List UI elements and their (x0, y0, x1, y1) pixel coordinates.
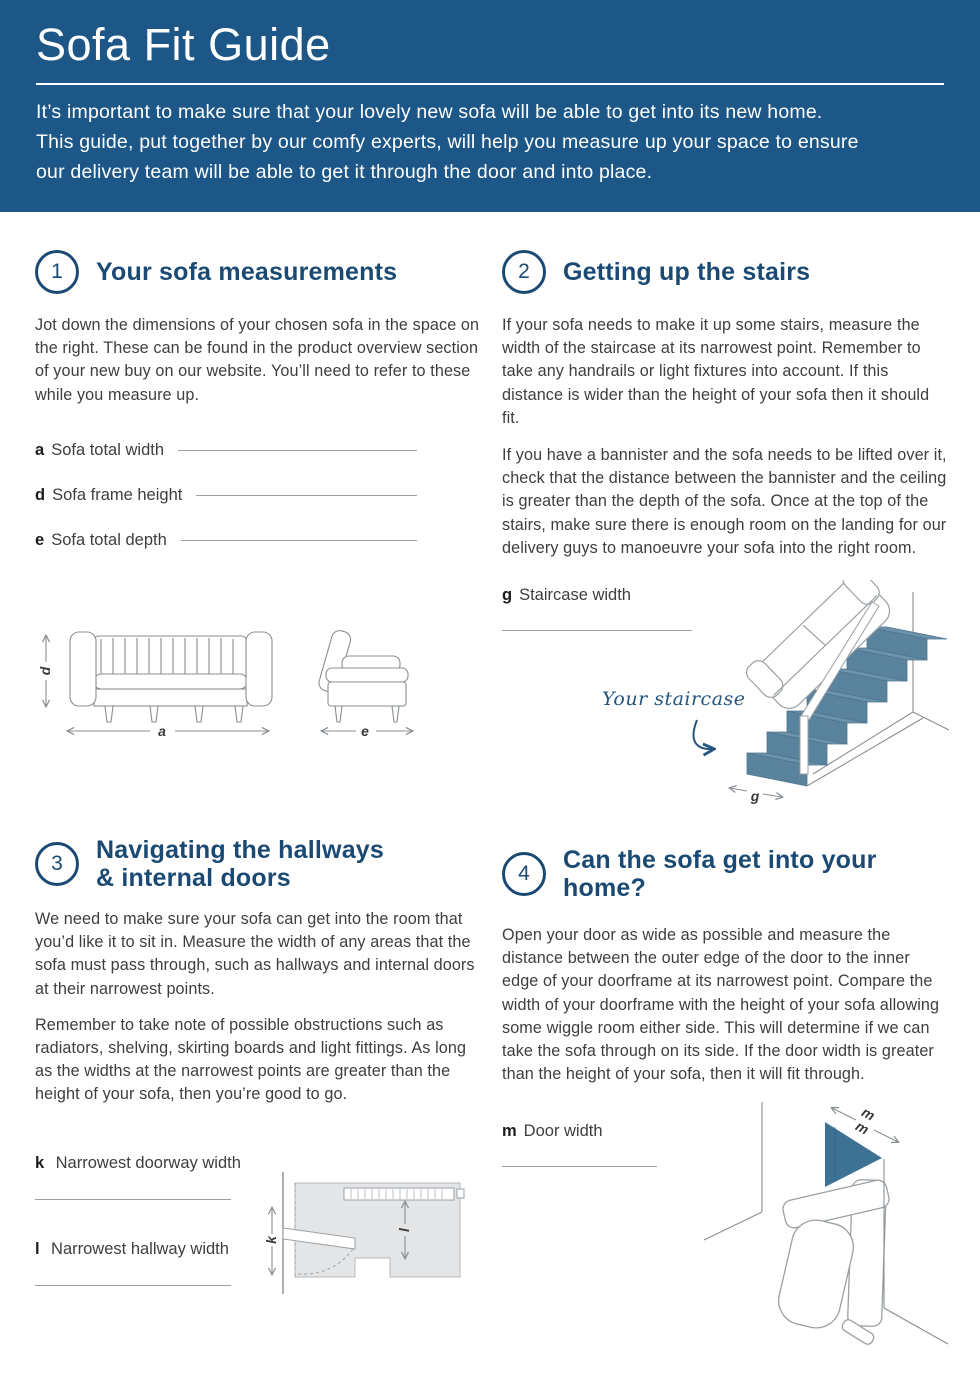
section-2-title: Getting up the stairs (563, 258, 811, 286)
fill-in-line (178, 450, 417, 451)
field-narrowest-hallway: l Narrowest hallway width (35, 1240, 229, 1258)
fill-in-line (35, 1285, 231, 1286)
sofa-through-door (774, 1178, 891, 1346)
field-narrowest-doorway: k Narrowest doorway width (35, 1154, 241, 1172)
field-key-d: d (35, 485, 46, 504)
section-3-heading (35, 836, 482, 892)
field-key-k: k (35, 1154, 45, 1172)
dim-label-a: a (158, 723, 166, 739)
field-door-width: m Door width (502, 1122, 657, 1167)
dim-label-m-2: m (853, 1117, 872, 1138)
section-2-paragraph-2: If you have a bannister and the sofa needs to be lifted over it, check that the distance between the bannister and the ceiling is greater than the depth of the sofa. Once at the top of the stairs, make sure there is enough room on the landing for our delivery guys to manoeuvre your sofa into the right room. (502, 446, 947, 557)
section-hallways-doors (35, 836, 482, 1376)
field-key-e: e (35, 530, 45, 549)
section-3-paragraph-2: Remember to take note of possible obstructions such as radiators, shelving, skirting boards and light fittings. As long as the widths at the narrowest points are greater than the height of your sofa, then you’re good to go. (35, 1015, 467, 1104)
section-1-heading (35, 250, 482, 294)
hallway-fields (35, 1154, 245, 1286)
fill-in-line (502, 630, 692, 631)
dim-label-e: e (361, 723, 369, 739)
sofa-measurement-fields (35, 441, 417, 551)
section-2-paragraph-1: If your sofa needs to make it up some stairs, measure the width of the staircase at its narrowest point. Remember to take any handrails or light fixtures into account. If this distance is wider than the height of your sofa then it should fit. (502, 316, 930, 427)
staircase-diagram-area (502, 580, 949, 828)
intro-text (36, 97, 944, 187)
header-banner (0, 0, 980, 212)
section-1-title: Your sofa measurements (96, 258, 398, 286)
section-2-heading (502, 250, 949, 294)
bannister-post (800, 716, 808, 774)
section-sofa-into-home (502, 846, 949, 1376)
sofa-dimensions-diagram (35, 618, 482, 748)
staircase-annotation: Your staircase (602, 688, 746, 710)
section-getting-up-stairs (502, 250, 949, 830)
section-4-heading (502, 846, 949, 902)
field-staircase-width: g Staircase width (502, 586, 692, 631)
annotation-arrow (694, 720, 713, 749)
section-3-paragraph-1: We need to make sure your sofa can get into the room that you’d like it to sit in. Measure the width of any areas that the sofa must pass through, such as hallways and internal doors at their narrowest points. (35, 910, 475, 998)
field-key-a: a (35, 440, 45, 459)
section-4-paragraph: Open your door as wide as possible and measure the distance between the outer edge of the door to the inner edge of your doorframe at its narrowest point. Compare the width of your doorframe with the height of your sofa allowing some wiggle room either side. This will determine if we can take the sofa through on its side. If the door width is greater than the height of your sofa, then it will fit through. (502, 926, 940, 1084)
section-3-number-badge: 3 (35, 842, 79, 886)
intro-line-2: This guide, put together by our comfy experts, will help you measure up your space to ensure (36, 130, 859, 153)
staircase-illustration (681, 580, 951, 822)
dim-label-d: d (37, 666, 53, 676)
section-1-paragraph: Jot down the dimensions of your chosen sofa in the space on the right. These can be found in the product overview section of your new buy on our website. You’ll need to refer to these while you measure up. (35, 316, 480, 404)
floor-plan-diagram (247, 1172, 482, 1297)
field-key-g: g (502, 586, 513, 604)
field-key-m: m (502, 1122, 517, 1140)
intro-line-1: It’s important to make sure that your lovely new sofa will be able to get into its new home. (36, 100, 823, 123)
page-title: Sofa Fit Guide (36, 19, 331, 70)
field-key-l: l (35, 1240, 40, 1258)
field-sofa-frame-height: d Sofa frame height (35, 486, 417, 506)
doorway-illustration (700, 1092, 950, 1346)
section-sofa-measurements (35, 250, 482, 830)
fill-in-line (181, 540, 417, 541)
radiator (344, 1188, 464, 1200)
fill-in-line (502, 1166, 657, 1167)
field-sofa-total-width: a Sofa total width (35, 441, 417, 461)
dim-label-k: k (263, 1236, 279, 1244)
dim-label-g: g (750, 788, 760, 804)
section-4-number-badge: 4 (502, 852, 546, 896)
section-2-number-badge: 2 (502, 250, 546, 294)
dim-label-l: l (396, 1228, 412, 1232)
dim-label-m: m (859, 1103, 878, 1124)
header-divider (36, 83, 944, 85)
field-sofa-total-depth: e Sofa total depth (35, 531, 417, 551)
fill-in-line (196, 495, 417, 496)
section-4-title: Can the sofa get into your home? (563, 846, 877, 902)
section-3-title: Navigating the hallways & internal doors (96, 836, 385, 892)
intro-line-3: our delivery team will be able to get it through the door and into place. (36, 160, 653, 183)
section-1-number-badge: 1 (35, 250, 79, 294)
